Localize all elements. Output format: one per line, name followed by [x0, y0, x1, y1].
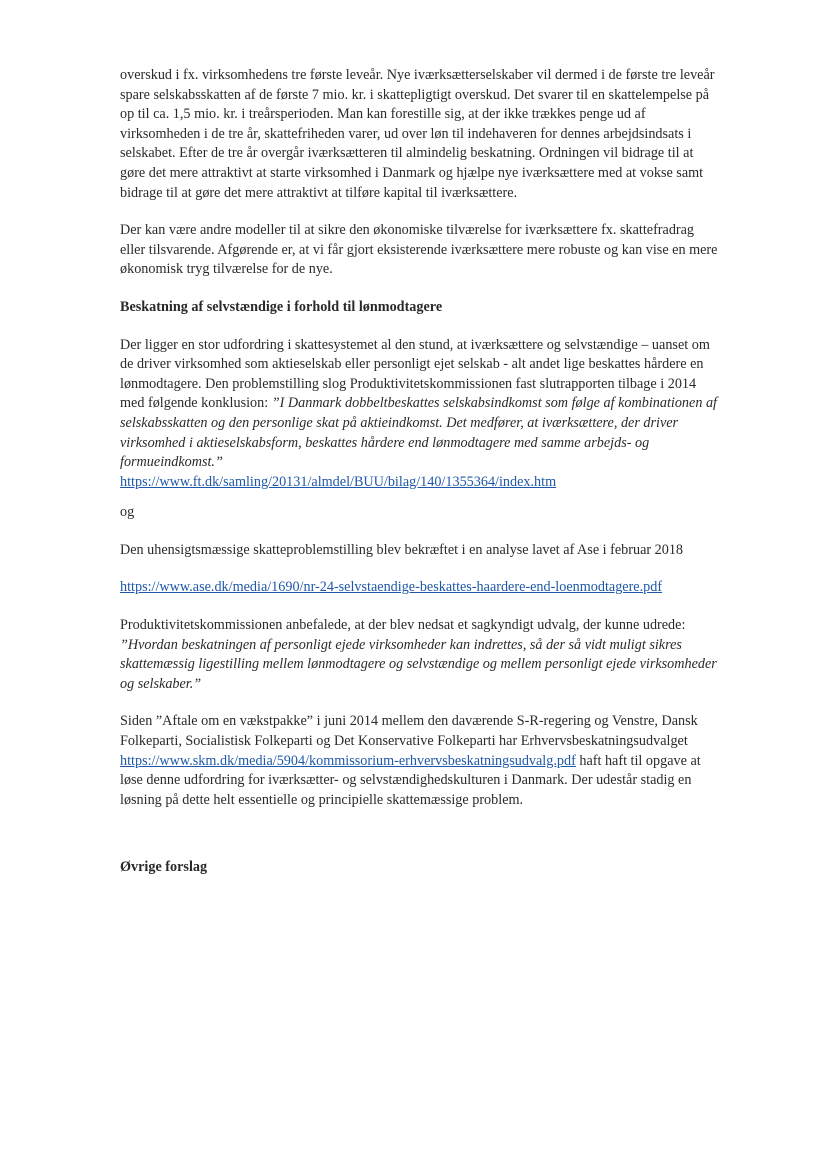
- paragraph-growth-package-tail: haft haft til opgave at løse denne udfordring for iværksætter- og selvstændighedskulturen i Danmark. Der udestår stadig en løsning på dette helt essentielle og principielle skattemæssige problem.: [120, 752, 701, 808]
- link-ase-dk[interactable]: https://www.ase.dk/media/1690/nr-24-selvstaendige-beskattes-haardere-end-loenmodtagere.pdf: [120, 579, 663, 596]
- paragraph-other-models: Der kan være andre modeller til at sikre den økonomiske tilværelse for iværksættere fx. skattefradrag eller tilsvarende. Afgørende er, at vi får gjort eksisterende iværksættere mere robuste og kan vise en mere økonomisk tryg tilværelse for de nye.: [120, 222, 718, 278]
- paragraph-growth-package-text: Siden ”Aftale om en vækstpakke” i juni 2014 mellem den daværende S-R-regering og Venstre, Dansk Folkeparti, Socialistisk Folkeparti og Det Konservative Folkeparti har Erhvervsbeskatningsudvalget: [120, 713, 698, 750]
- paragraph-og: og: [120, 504, 135, 521]
- paragraph-commission-recommendation: [120, 616, 720, 694]
- paragraph-ase-link: [120, 578, 720, 598]
- paragraph-growth-package: [120, 712, 720, 810]
- quote-commission: ”Hvordan beskatningen af personligt ejede virksomheder kan indrettes, så der så vidt muligt sikres skattemæssig ligestilling mellem lønmodtagere og selvstændige og mellem personligt ejede virksomheder og selskaber.”: [120, 636, 717, 692]
- link-skm-dk[interactable]: https://www.skm.dk/media/5904/kommissorium-erhvervsbeskatningsudvalg.pdf: [120, 752, 576, 769]
- paragraph-commission-text: Produktivitetskommissionen anbefalede, at der blev nedsat et sagkyndigt udvalg, der kunne udrede:: [120, 617, 686, 634]
- document-page: [120, 66, 720, 878]
- link-ft-dk[interactable]: https://www.ft.dk/samling/20131/almdel/BUU/bilag/140/1355364/index.htm: [120, 473, 557, 490]
- paragraph-tax-challenge: [120, 336, 720, 493]
- quote-productivity-commission: ”I Danmark dobbeltbeskattes selskabsindkomst som følge af kombinationen af selskabsskatten og den personlige skat på aktieindkomst. Det medfører, at iværksættere, der driver virksomhed i aktieselskabsform, beskattes hårdere end lønmodtagere med samme arbejds- og formueindkomst.”: [120, 395, 717, 471]
- paragraph-ase-analysis: Den uhensigtsmæssige skatteproblemstilling blev bekræftet i en analyse lavet af Ase i februar 2018: [120, 541, 684, 558]
- paragraph-tax-exemption: overskud i fx. virksomhedens tre første leveår. Nye iværksætterselskaber vil dermed i de første tre leveår spare selskabsskatten af de første 7 mio. kr. i skattepligtigt overskud. Det svarer til en skattelempelse på op til ca. 1,5 mio. kr. i treårsperioden. Man kan forestille sig, at der ikke trækkes penge ud af virksomheden i de tre år, skattefriheden varer, ud over løn til indehaveren for dennes arbejdsindsats i selskabet. Efter de tre år overgår iværksætteren til almindelig beskatning. Ordningen vil bidrage til at gøre det mere attraktivt at starte virksomhed i Danmark og hjælpe nye iværksættere med at vokse samt bidrage til at gøre det mere attraktivt at tilføre kapital til iværksættere.: [120, 67, 715, 201]
- paragraph-tax-challenge-text: Der ligger en stor udfordring i skattesystemet al den stund, at iværksættere og selvstændige – uanset om de driver virksomhed som aktieselskab eller personligt ejet selskab - alt andet lige beskattes hårdere en lønmodtagere. Den problemstilling slog Produktivitetskommissionen fast slutrapporten tilbage i 2014 med følgende konklusion:: [120, 336, 710, 412]
- heading-other-proposals: Øvrige forslag: [120, 859, 208, 876]
- heading-taxation-self-employed: Beskatning af selvstændige i forhold til lønmodtagere: [120, 298, 443, 315]
